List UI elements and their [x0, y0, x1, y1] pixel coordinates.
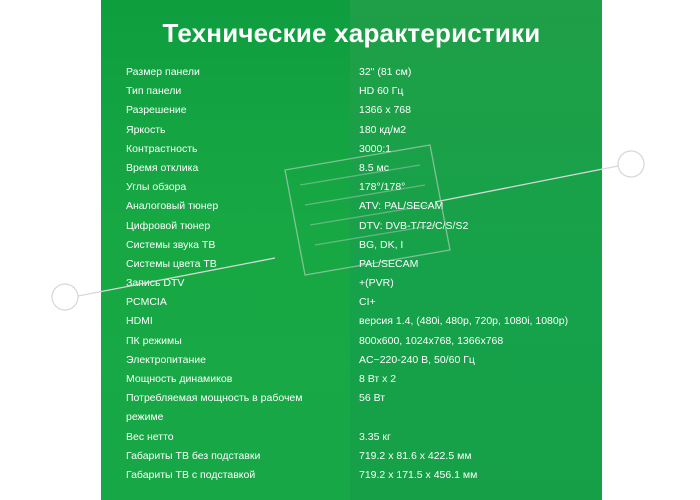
spec-label: Запись DTV	[126, 277, 185, 290]
spec-label: Потребляемая мощность в рабочем режиме	[126, 392, 303, 424]
spec-row	[101, 178, 602, 197]
spec-label: Цифровой тюнер	[126, 219, 211, 232]
spec-row	[101, 140, 602, 159]
spec-table	[101, 63, 602, 485]
spec-value: 56 Вт	[359, 392, 386, 405]
spec-row	[101, 101, 602, 120]
spec-row	[101, 389, 602, 427]
watermark-circle-right	[618, 151, 644, 177]
spec-value: 719.2 x 81.6 x 422.5 мм	[359, 449, 472, 462]
spec-label: Разрешение	[126, 104, 187, 117]
spec-value: PAL/SECAM	[359, 257, 419, 270]
spec-value: HD 60 Гц	[359, 85, 404, 98]
spec-value: 178°/178°	[359, 181, 406, 194]
spec-label: Габариты ТВ с подставкой	[126, 468, 256, 481]
spec-row	[101, 63, 602, 82]
spec-panel	[101, 0, 602, 500]
spec-label: Вес нетто	[126, 430, 174, 443]
spec-row	[101, 332, 602, 351]
spec-label: Электропитание	[126, 353, 206, 366]
spec-row	[101, 159, 602, 178]
spec-row	[101, 293, 602, 312]
spec-label: Контрастность	[126, 142, 198, 155]
spec-label: Тип панели	[126, 85, 182, 98]
spec-value: 32" (81 см)	[359, 66, 412, 78]
spec-row	[101, 255, 602, 274]
spec-row	[101, 447, 602, 466]
spec-label: Яркость	[126, 123, 166, 136]
spec-label: Габариты ТВ без подставки	[126, 449, 261, 462]
spec-label: HDMI	[126, 315, 153, 328]
spec-value: DTV: DVB-T/T2/C/S/S2	[359, 219, 469, 232]
spec-label: Аналоговый тюнер	[126, 200, 219, 213]
spec-value: AC~220-240 В, 50/60 Гц	[359, 353, 475, 366]
spec-label: Системы звука ТВ	[126, 238, 216, 251]
spec-row	[101, 466, 602, 485]
spec-value: 719.2 x 171.5 x 456.1 мм	[359, 468, 478, 481]
spec-row	[101, 121, 602, 140]
spec-label: ПК режимы	[126, 334, 182, 347]
page-title: Технические характеристики	[162, 18, 541, 48]
spec-value: 180 кд/м2	[359, 123, 407, 136]
spec-value: +(PVR)	[359, 277, 394, 290]
spec-row	[101, 351, 602, 370]
spec-row	[101, 274, 602, 293]
watermark-circle-left	[52, 284, 78, 310]
spec-row	[101, 312, 602, 331]
spec-value: 8 Вт x 2	[359, 373, 397, 385]
spec-value: ATV: PAL/SECAM	[359, 200, 444, 213]
spec-value: 1366 x 768	[359, 104, 411, 117]
spec-value: BG, DK, I	[359, 238, 404, 251]
spec-value: 8.5 мс	[359, 161, 389, 174]
spec-label: Мощность динамиков	[126, 373, 233, 385]
spec-row	[101, 236, 602, 255]
spec-row	[101, 370, 602, 389]
spec-row	[101, 428, 602, 447]
spec-row	[101, 82, 602, 101]
spec-label: Время отклика	[126, 161, 199, 174]
spec-value: 800x600, 1024x768, 1366x768	[359, 334, 504, 347]
spec-row	[101, 197, 602, 216]
spec-value: CI+	[359, 296, 376, 309]
spec-label: Углы обзора	[126, 181, 187, 194]
spec-value: версия 1.4, (480i, 480p, 720p, 1080i, 1080p)	[359, 315, 569, 328]
spec-row	[101, 217, 602, 236]
spec-label: Размер панели	[126, 66, 200, 78]
spec-label: Системы цвета ТВ	[126, 257, 217, 270]
spec-label: PCMCIA	[126, 296, 167, 309]
spec-value: 3.35 кг	[359, 430, 391, 443]
spec-value: 3000:1	[359, 142, 392, 155]
